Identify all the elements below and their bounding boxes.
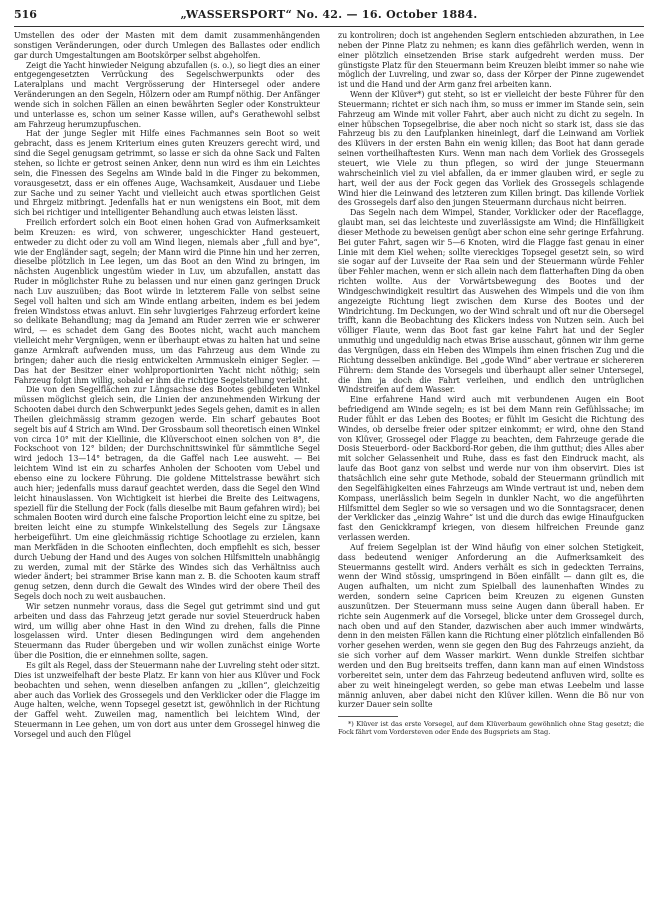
paragraph: zu kontroliren; doch ist angehenden Seglern entschieden abzurathen, in Lee neben der Pinne Platz zu nehmen; es kann dies gefährlich werden, wenn in einer plötzlich einsetzenden Brise stark aufgedreht werden muss. Der günstigste Platz für den Steuermann beim Kreuzen bleibt immer so nahe wie möglich der Luvreling, und zwar so, dass der Körper der Pinne zugewendet ist und die Hand und der Arm ganz frei arbeiten kann. — [338, 31, 644, 90]
paragraph: Hat der junge Segler mit Hilfe eines Fachmannes sein Boot so weit gebracht, dass es jenem Kriterium eines guten Kreuzers gerecht wird, und sind die Segel genugsam getrimmt, so lasse er sich da ohne Sack und Falten stehen, so lichte er getrost seinen Anker, denn nun wird es ihm ein Leichtes sein, die Finessen des Segelns am Winde bald in die Finger zu bekommen, vorausgesetzt, dass er ein offenes Auge, Wachsamkeit, Ausdauer und Liebe zur Sache und zu seiner Yacht und vielleicht auch etwas sportlichen Geist und Ehrgeiz mitbringt. Jedenfalls hat er nun wenigstens ein Boot, mit dem sich bei richtiger und intelligenter Behandlung auch etwas leisten lässt. — [14, 129, 320, 218]
page-header — [14, 8, 644, 26]
right-column — [338, 31, 644, 883]
footnote: *) Klüver ist das erste Vorsegel, auf dem Klüverbaum gewöhnlich ohne Stag gesetzt; die Fock fährt vom Vordersteven oder Ende des Bugspriets am Stag. — [338, 720, 644, 737]
paragraph: Das Segeln nach dem Wimpel, Stander, Vorklicker oder der Raceflagge, glaubt man, sei das leichteste und zuverlässigste am Wind; die Hinfälligkeit dieser Methode zu beweisen genügt aber schon eine sehr geringe Erfahrung. Bei guter Fahrt, sagen wir 5—6 Knoten, wird die Flagge fast genau in einer Linie mit dem Kiel wehen; sollte viereckiges Topsegel gesetzt sein, so wird sie sogar auf der Luvseite der Raa sein und der Steuermann würde Fehler über Fehler machen, wenn er sich allein nach dem flatterhaften Ding da oben richten wollte. Aus der Vorwärtsbewegung des Bootes und der Windgeschwindigkeit resultirt das Auswehen des Wimpels und die von ihm angezeigte Richtung liegt zwischen dem Kurse des Bootes und der Windrichtung. Im Deckungen, wo der Wind schralt und oft nur die Obersegel trifft, kann die Beobachtung des Klickers indess von Nutzen sein. Auch bei völliger Flaute, wenn das Boot fast gar keine Fahrt hat und der Segler unmuthig und ungeduldig nach etwas Brise ausschaut, gönnen wir ihm gerne das Vergnügen, dass ein Heben des Wimpels ihm einen frischen Zug und die Richtung desselben ankündige. Bei „gode Wind“ aber vertraue er sichereren Führern: dem Stande des Vorsegels und überhaupt aller seiner Untersegel, die ihm ja doch die Fahrt verleihen, und endlich den untrüglichen Windstreifen auf dem Wasser. — [338, 208, 644, 395]
paragraph: Es gilt als Regel, dass der Steuermann nahe der Luvreling steht oder sitzt. Dies ist unzweifelhaft der beste Platz. Er kann von hier aus Klüver und Fock beobachten und sehen, wenn dieselben anfangen zu „killen“, gleichzeitig aber auch das Vorliek des Grossegels und den Verklicker oder die Flagge im Auge halten, welche, wenn Topsegel gesetzt ist, gewöhnlich in der Richtung der Gaffel weht. Zuweilen mag, namentlich bei leichtem Wind, der Steuermann in Lee gehen, um von dort aus unter dem Grossegel hinweg die Vorsegel und auch den Flügel — [14, 661, 320, 739]
left-column — [14, 31, 320, 883]
paragraph: Die von den Segelflächen zur Längsachse des Bootes gebildeten Winkel müssen möglichst gleich sein, die Linien der anzunehmenden Wirkung der Schooten dabei durch den Schwerpunkt jedes Segels gehen, damit es in allen Theilen gleichmässig stramm gezogen werde. Ein scharf gebautes Boot segelt bis auf 4 Strich am Wind. Der Grossbaum soll theoretisch einen Winkel von circa 10° mit der Kiellinie, die Klüverschoot einen solchen von 8°, die Fockschoot von 12° bilden; der Durchschnittswinkel für sämmtliche Segel wird jedoch 13—14° betragen, da die Gaffel nach Lee ausweht. — Bei leichtem Wind ist ein zu scharfes Anholen der Schooten vom Uebel und ebenso eine zu lockere Führung. Die goldene Mittelstrasse bewährt sich auch hier; jedenfalls muss darauf geachtet werden, dass die Segel den Wind leicht hinauslassen. Von Wichtigkeit ist hierbei die Breite des Leitwagens, speziell für die Stellung der Fock (falls dieselbe mit Baum gefahren wird); bei schmalen Booten wird durch eine falsche Proportion leicht eine zu spitze, bei breiten leicht eine zu stumpfe Winkelstellung des Segels zur Längsaxe herbeigeführt. Um eine gleichmässig richtige Schootlage zu erzielen, kann man Merkfäden in die Schooten einflechten, doch empfiehlt es sich, besser durch Uebung der Hand und des Auges von solchen Hilfsmitteln unabhängig zu werden, zumal mit der Stärke des Windes sich das Verhältniss auch wieder ändert; bei strammer Brise kann man z. B. die Schooten kaum straff genug setzen, denn durch die Gewalt des Windes wird der obere Theil des Segels doch noch zu weit ausbauchen. — [14, 385, 320, 602]
footnote-rule — [338, 716, 398, 717]
page-number: 516 — [14, 8, 37, 21]
paragraph: Wir setzen nunmehr voraus, dass die Segel gut getrimmt sind und gut arbeiten und dass das Fahrzeug jetzt gerade nur soviel Steuerdruck haben wird, um willig aber ohne Hast in den Wind zu drehen, falls die Pinne losgelassen wird. Unter diesen Bedingungen wird dem angehenden Steuermann das Ruder übergeben und wir wollen zunächst einige Worte über die Position, die er einnehmen sollte, sagen. — [14, 601, 320, 661]
paragraph: Wenn der Klüver*) gut steht, so ist er vielleicht der beste Führer für den Steuermann; richtet er sich nach ihm, so muss er immer im Stande sein, sein Fahrzeug am Winde mit voller Fahrt, aber auch nicht zu dicht zu segeln. In einer hübschen Topsegelbrise, die aber noch nicht so stark ist, dass sie das Fahrzeug bis zu den Laufplanken hineinlegt, darf die Leinwand am Vorliek des Klüvers in der ersten Bahn ein wenig killen; das Boot hat dann gerade seinen vortheilhaftesten Kurs. Wenn man nach dem Vorliek des Grossegels steuert, wie Viele zu thun pflegen, so wird der junge Steuermann wahrscheinlich viel zu viel abfallen, da er immer glauben wird, er segle zu hart, weil der aus der Fock gegen das Vorliek des Grossegels schlagende Wind hier die Leinwand des letzteren zum Killen bringt. Das killende Vorliek des Grossegels darf also den jungen Steuermann durchaus nicht beirren. — [338, 90, 644, 208]
header-rule — [14, 26, 644, 27]
paragraph: Eine erfahrene Hand wird auch mit verbundenen Augen ein Boot befriedigend am Winde segeln; es ist bei dem Mann rein Gefühlssache; im Ruder fühlt er das Leben des Bootes; er fühlt im Gesicht die Richtung des Windes, ob derselbe freier oder spitzer einkommt; er wird, ohne den Stand von Klüver, Grossegel oder Flagge zu beachten, dem Fahrzeuge gerade die Dosis Steuerbord- oder Backbord-Ror geben, die ihm gutthut; dies Alles aber mit solcher Gelassenheit und Ruhe, dass es fast den Eindruck macht, als laufe das Boot ganz von selbst und werde nur von ihm observirt. Dies ist thatsächlich eine sehr gute Methode, sobald der Steuermann gründlich mit den Segelfähigkeiten eines Fahrzeugs am Winde vertraut ist und, neben dem Kompass, unerlässlich beim Segeln in dunkler Nacht, wo die angeführten Hilfsmittel dem Segler so wie so versagen und wo die Sonntagsracer, denen der Verklicker das „einzig Wahre“ ist und die durch das ewige Hinaufgucken fast den Genickkrampf kriegen, von diesem hilfreichen Freunde ganz verlassen werden. — [338, 395, 644, 543]
paragraph: Umstellen des oder der Masten mit dem damit zusammenhängenden sonstigen Veränderungen, oder durch Umlegen des Ballastes oder endlich gar durch Umgestaltungen am Bootskörper selbst abgeholfen. — [14, 31, 320, 60]
running-head: „WASSERSPORT“ No. 42. — 16. October 1884. — [180, 8, 478, 21]
article-columns — [14, 31, 644, 883]
paragraph: Freilich erfordert solch ein Boot einen hohen Grad von Aufmerksamkeit beim Kreuzen: es wird, von schwerer, ungeschickter Hand gesteuert, entweder zu dicht oder zu voll am Wind liegen, niemals aber „full and bye“, wie der Engländer sagt, segeln; der Mann wird die Pinne hin und her zerren, dieselbe plötzlich in Lee legen, um das Boot an den Wind zu bringen, im nächsten Augenblick ungestüm wieder in Luv, um abzufallen, anstatt das Ruder in möglichster Ruhe zu belassen und nur einen ganz geringen Druck nach Luv auszuüben; das Boot würde in letzterem Falle von selbst seine Segel voll halten und sich am Winde entlang arbeiten, indem es bei jedem freien Windstoss etwas anluvt. Ein sehr luvgieriges Fahrzeug erfordert keine so delikate Behandlung; mag da Jemand am Ruder zerren wie er schwerer wird, — es schadet dem Gang des Bootes nicht, wacht auch manchem vielleicht mehr Vergnügen, wenn er überhaupt etwas zu halten hat und seine ganze Armkraft aufwenden muss, um das Fahrzeug aus dem Winde zu bringen; daher auch die riesig entwickelten Armmuskeln einiger Segler. — Das hat der Besitzer einer wohlproportionirten Yacht nicht nöthig; sein Fahrzeug folgt ihm willig, sobald er ihm die richtige Segelstellung verleiht. — [14, 218, 320, 385]
paragraph: Zeigt die Yacht hinwieder Neigung abzufallen (s. o.), so liegt dies an einer entgegengesetzten Verrückung des Segelschwerpunkts oder des Lateralplans und macht Vergrösserung der Hintersegel oder andere Veränderungen an den Segeln, Hölzern oder am Rumpf nöthig. Der Anfänger wende sich in solchen Fällen an einen bewährten Segler oder Konstrukteur und unterlasse es, schon um seiner Kasse willen, auf's Gerathewohl selbst am Fahrzeug herumzupfuschen. — [14, 60, 320, 129]
paragraph: Auf freiem Segelplan ist der Wind häufig von einer solchen Stetigkeit, dass bedeutend weniger Anforderung an die Aufmerksamkeit des Steuermanns gestellt wird. Anders verhält es sich in gedeckten Terrains, wenn der Wind stössig, umspringend in Böen einfällt — dann gilt es, die Augen aufhalten, um nicht zum Spielball des launenhaften Windes zu werden, sondern seine Capricen beim Kreuzen zu eigenen Gunsten auszunützen. Der Steuermann muss seine Augen dann überall haben. Er richte sein Augenmerk auf die Vorsegel, blicke unter dem Grossegel durch, nach oben und auf den Stander, dazwischen aber auch immer windwärts, denn in den meisten Fällen kann die Richtung einer plötzlich einfallenden Bö vorher gesehen werden, wenn sie gegen den Bug des Fahrzeugs anzieht, da sie sich vorher auf dem Wasser markirt. Wenn dunkle Streifen sichtbar werden und den Bug breitseits treffen, dann kann man auf einen Windstoss vorbereitet sein, unter dem das Fahrzeug bedeutend anfluven wird, sollte es aber zu weit hineingelegt werden, so gebe man etwas Leebelm und lasse männig anluven, aber dabei nicht den Klüver killen. Wenn die Bö nur von kurzer Dauer sein sollte — [338, 542, 644, 710]
